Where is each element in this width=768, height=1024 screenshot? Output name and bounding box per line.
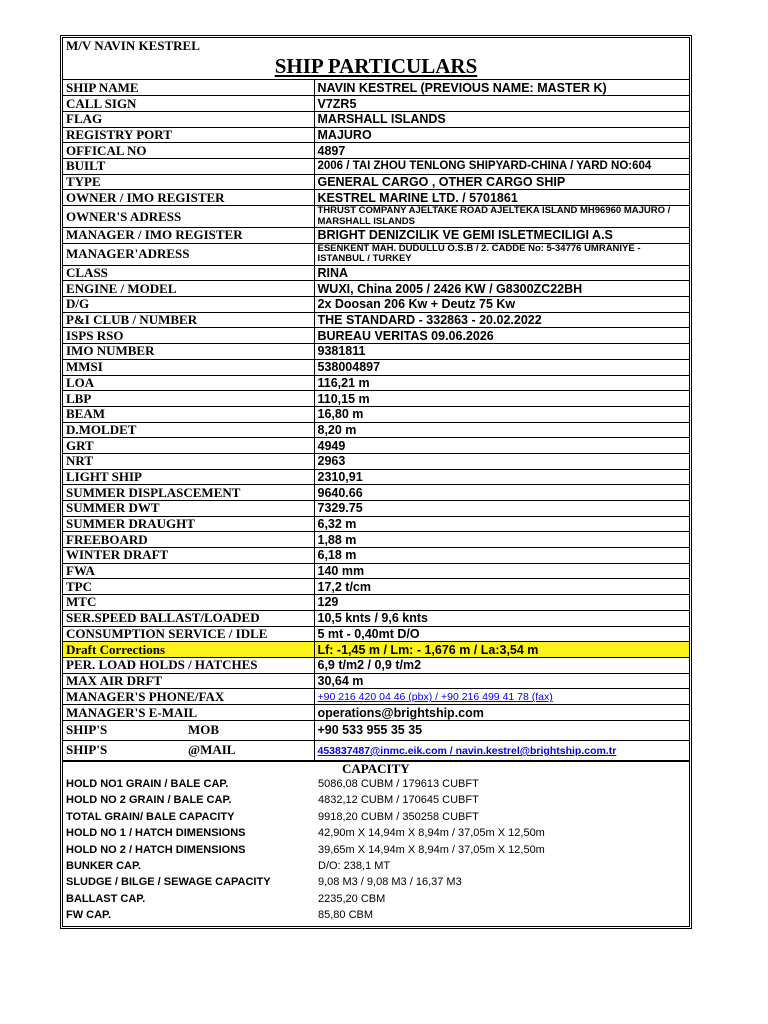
row-value: THE STANDARD - 332863 - 20.02.2022 — [314, 312, 689, 328]
email-link[interactable]: 453837487@inmc.eik.com / navin.kestrel@brightship.com.tr — [317, 744, 617, 757]
row-label: FREEBOARD — [63, 532, 314, 548]
table-row — [63, 375, 689, 391]
table-row — [63, 158, 689, 174]
row-label: SHIP NAME — [63, 80, 314, 96]
row-label-suffix: @MAIL — [188, 742, 236, 758]
table-row — [63, 243, 689, 265]
table-row — [63, 174, 689, 190]
row-label: BEAM — [63, 406, 314, 422]
row-label: CALL SIGN — [63, 96, 314, 112]
capacity-row — [63, 893, 689, 910]
row-value: 2310,91 — [314, 469, 689, 485]
row-value: 9381811 — [314, 344, 689, 360]
capacity-label: BALLAST CAP. — [66, 892, 146, 905]
row-label: P&I CLUB / NUMBER — [63, 312, 314, 328]
table-row — [63, 501, 689, 517]
capacity-value: 42,90m X 14,94m X 8,94m / 37,05m X 12,50m — [318, 827, 545, 840]
row-value: 5 mt - 0,40mt D/O — [314, 626, 689, 642]
row-value: +90 533 955 35 35 — [314, 720, 689, 740]
row-label: ISPS RSO — [63, 328, 314, 344]
capacity-row — [63, 844, 689, 861]
table-row — [63, 127, 689, 143]
row-label: MANAGER'ADRESS — [63, 243, 314, 265]
row-value: WUXI, China 2005 / 2426 KW / G8300ZC22BH — [314, 281, 689, 297]
row-value: 30,64 m — [314, 673, 689, 689]
capacity-label: FW CAP. — [66, 909, 112, 922]
row-value: 538004897 — [314, 359, 689, 375]
row-label: BUILT — [63, 158, 314, 174]
table-row — [63, 705, 689, 721]
row-label: MTC — [63, 595, 314, 611]
row-label: GRT — [63, 438, 314, 454]
row-label: PER. LOAD HOLDS / HATCHES — [63, 657, 314, 673]
table-row — [63, 312, 689, 328]
row-value: 129 — [314, 595, 689, 611]
table-row — [63, 657, 689, 673]
row-label-prefix: SHIP'S — [66, 742, 108, 758]
capacity-label: BUNKER CAP. — [66, 859, 141, 872]
capacity-value: 4832,12 CUBM / 170645 CUBFT — [318, 794, 479, 807]
row-label — [63, 720, 314, 740]
table-row — [63, 96, 689, 112]
table-row — [63, 563, 689, 579]
capacity-row — [63, 811, 689, 828]
capacity-value: 9,08 M3 / 9,08 M3 / 16,37 M3 — [318, 876, 462, 889]
table-row — [63, 328, 689, 344]
table-row — [63, 438, 689, 454]
row-label: LBP — [63, 391, 314, 407]
row-value: Lf: -1,45 m / Lm: - 1,676 m / La:3,54 m — [314, 642, 689, 658]
row-value: 140 mm — [314, 563, 689, 579]
capacity-label: HOLD NO 2 GRAIN / BALE CAP. — [66, 794, 232, 807]
table-row — [63, 673, 689, 689]
table-row — [63, 391, 689, 407]
table-row — [63, 740, 689, 760]
row-value: 6,32 m — [314, 516, 689, 532]
row-value: operations@brightship.com — [314, 705, 689, 721]
row-value: MAJURO — [314, 127, 689, 143]
table-row — [63, 80, 689, 96]
row-label: Draft Corrections — [63, 642, 314, 658]
row-label: LOA — [63, 375, 314, 391]
table-row — [63, 111, 689, 127]
email-link[interactable]: +90 216 420 04 46 (pbx) / +90 216 499 41 78 (fax) — [317, 691, 553, 704]
row-value: V7ZR5 — [314, 96, 689, 112]
capacity-label: HOLD NO1 GRAIN / BALE CAP. — [66, 777, 229, 790]
table-row — [63, 689, 689, 705]
row-label: SUMMER DRAUGHT — [63, 516, 314, 532]
capacity-value: D/O: 238,1 MT — [318, 859, 391, 872]
table-row — [63, 626, 689, 642]
row-value: 17,2 t/cm — [314, 579, 689, 595]
row-label: NRT — [63, 453, 314, 469]
capacity-row — [63, 909, 689, 926]
row-value: GENERAL CARGO , OTHER CARGO SHIP — [314, 174, 689, 190]
row-label: OWNER / IMO REGISTER — [63, 190, 314, 206]
row-value: 6,9 t/m2 / 0,9 t/m2 — [314, 657, 689, 673]
row-value: NAVIN KESTREL (PREVIOUS NAME: MASTER K) — [314, 80, 689, 96]
row-value: 2963 — [314, 453, 689, 469]
capacity-label: TOTAL GRAIN/ BALE CAPACITY — [66, 810, 235, 823]
row-label: CLASS — [63, 265, 314, 281]
row-label: MMSI — [63, 359, 314, 375]
table-row — [63, 485, 689, 501]
table-row — [63, 143, 689, 159]
capacity-row — [63, 860, 689, 877]
table-row — [63, 206, 689, 228]
row-label-suffix: MOB — [188, 722, 220, 738]
row-label: SUMMER DISPLASCEMENT — [63, 485, 314, 501]
table-row — [63, 359, 689, 375]
capacity-row — [63, 778, 689, 795]
capacity-value: 9918,20 CUBM / 350258 CUBFT — [318, 810, 479, 823]
row-value: BUREAU VERITAS 09.06.2026 — [314, 328, 689, 344]
table-row — [63, 228, 689, 244]
table-row — [63, 265, 689, 281]
row-value: KESTREL MARINE LTD. / 5701861 — [314, 190, 689, 206]
row-value — [314, 740, 689, 760]
row-value: 6,18 m — [314, 548, 689, 564]
row-label: MANAGER / IMO REGISTER — [63, 228, 314, 244]
table-row — [63, 610, 689, 626]
row-label: D.MOLDET — [63, 422, 314, 438]
row-value: 2x Doosan 206 Kw + Deutz 75 Kw — [314, 297, 689, 313]
row-value: BRIGHT DENIZCILIK VE GEMI ISLETMECILIGI A.S — [314, 228, 689, 244]
row-value: 116,21 m — [314, 375, 689, 391]
row-label: CONSUMPTION SERVICE / IDLE — [63, 626, 314, 642]
row-label-prefix: SHIP'S — [66, 722, 108, 738]
table-row — [63, 548, 689, 564]
ship-particulars-sheet — [60, 35, 692, 929]
table-row — [63, 344, 689, 360]
capacity-value: 39,65m X 14,94m X 8,94m / 37,05m X 12,50m — [318, 843, 545, 856]
table-row — [63, 532, 689, 548]
row-label: MANAGER'S PHONE/FAX — [63, 689, 314, 705]
table-row — [63, 720, 689, 740]
row-label: IMO NUMBER — [63, 344, 314, 360]
vessel-name-header: M/V NAVIN KESTREL — [66, 38, 200, 53]
row-value: THRUST COMPANY AJELTAKE ROAD AJELTEKA ISLAND MH96960 MAJURO / MARSHALL ISLANDS — [314, 206, 689, 228]
row-label: FWA — [63, 563, 314, 579]
table-row — [63, 190, 689, 206]
capacity-title: CAPACITY — [342, 760, 410, 776]
table-row — [63, 642, 689, 658]
row-label: MAX AIR DRFT — [63, 673, 314, 689]
row-label: TYPE — [63, 174, 314, 190]
row-value: 4949 — [314, 438, 689, 454]
row-label: ENGINE / MODEL — [63, 281, 314, 297]
row-label: REGISTRY PORT — [63, 127, 314, 143]
row-label: FLAG — [63, 111, 314, 127]
table-row — [63, 579, 689, 595]
capacity-label: HOLD NO 2 / HATCH DIMENSIONS — [66, 843, 246, 856]
row-value: 10,5 knts / 9,6 knts — [314, 610, 689, 626]
table-row — [63, 281, 689, 297]
row-value: 2006 / TAI ZHOU TENLONG SHIPYARD-CHINA / YARD NO:604 — [314, 158, 689, 174]
row-label: MANAGER'S E-MAIL — [63, 705, 314, 721]
row-value: 8,20 m — [314, 422, 689, 438]
row-label: WINTER DRAFT — [63, 548, 314, 564]
row-value: RINA — [314, 265, 689, 281]
table-row — [63, 516, 689, 532]
table-row — [63, 422, 689, 438]
row-label — [63, 740, 314, 760]
row-value: 1,88 m — [314, 532, 689, 548]
row-label: OWNER'S ADRESS — [63, 206, 314, 228]
capacity-value: 2235,20 CBM — [318, 892, 386, 905]
row-value: MARSHALL ISLANDS — [314, 111, 689, 127]
row-value: ESENKENT MAH. DUDULLU O.S.B / 2. CADDE No: 5-34776 UMRANIYE -ISTANBUL / TURKEY — [314, 243, 689, 265]
row-label: SUMMER DWT — [63, 501, 314, 517]
capacity-label: SLUDGE / BILGE / SEWAGE CAPACITY — [66, 876, 271, 889]
row-value — [314, 689, 689, 705]
row-label: D/G — [63, 297, 314, 313]
row-label: LIGHT SHIP — [63, 469, 314, 485]
row-value: 9640.66 — [314, 485, 689, 501]
row-value: 7329.75 — [314, 501, 689, 517]
page-title: SHIP PARTICULARS — [63, 53, 689, 80]
table-row — [63, 453, 689, 469]
capacity-value: 85,80 CBM — [318, 909, 374, 922]
capacity-value: 5086,08 CUBM / 179613 CUBFT — [318, 777, 479, 790]
table-row — [63, 469, 689, 485]
table-row — [63, 297, 689, 313]
row-value: 16,80 m — [314, 406, 689, 422]
row-value: 110,15 m — [314, 391, 689, 407]
row-label: TPC — [63, 579, 314, 595]
particulars-table — [63, 80, 689, 761]
capacity-row — [63, 876, 689, 893]
capacity-section — [63, 761, 689, 926]
row-value: 4897 — [314, 143, 689, 159]
capacity-label: HOLD NO 1 / HATCH DIMENSIONS — [66, 827, 246, 840]
row-label: OFFICAL NO — [63, 143, 314, 159]
table-row — [63, 406, 689, 422]
table-row — [63, 595, 689, 611]
capacity-row — [63, 794, 689, 811]
row-label: SER.SPEED BALLAST/LOADED — [63, 610, 314, 626]
capacity-row — [63, 827, 689, 844]
